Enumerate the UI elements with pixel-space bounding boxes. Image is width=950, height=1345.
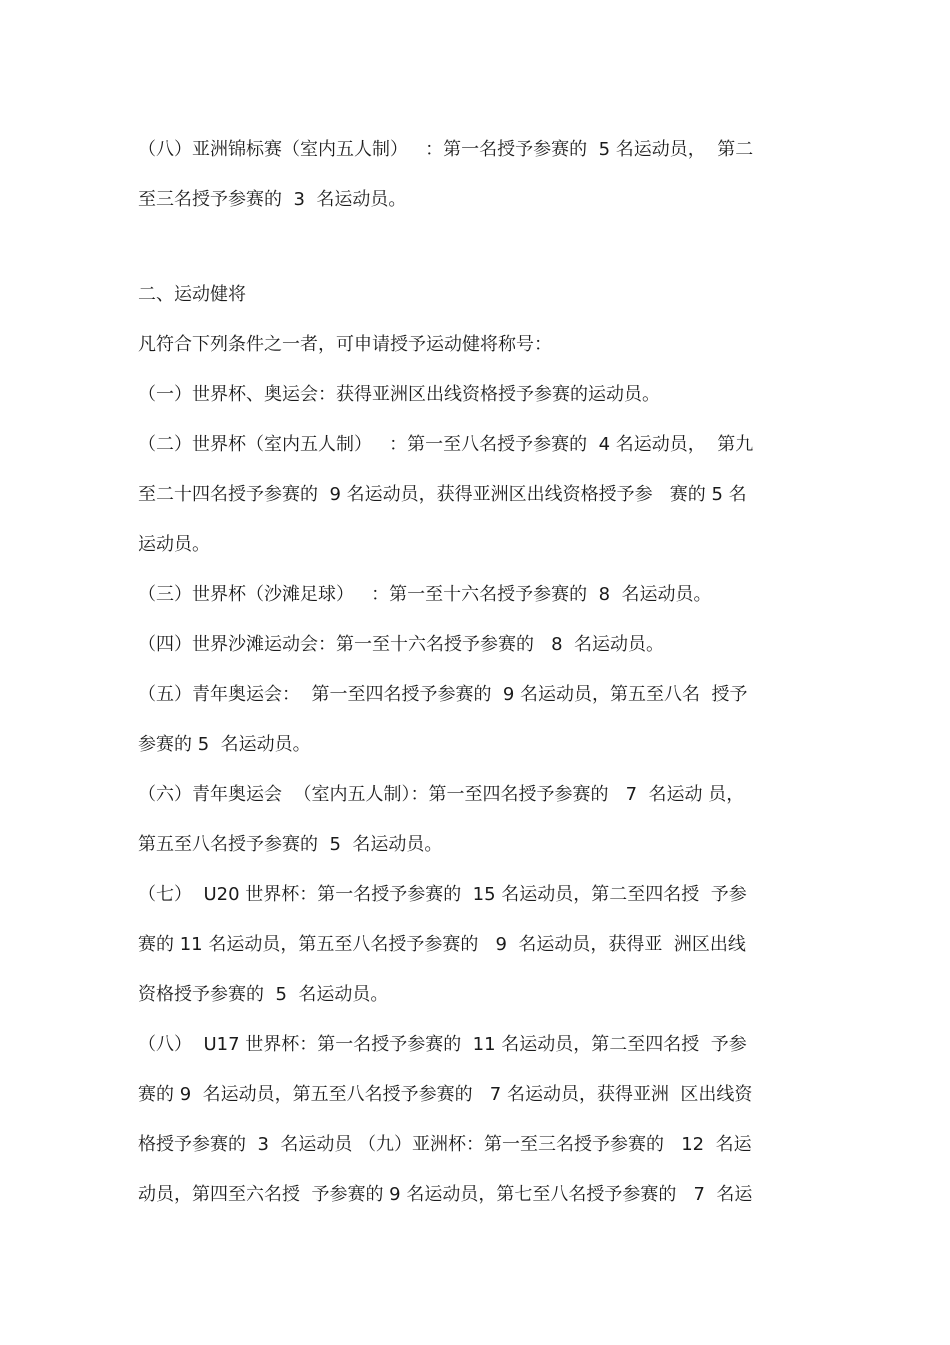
section-heading: 二、运动健将 bbox=[138, 284, 246, 305]
text-line: 第五至八名授予参赛的 5 名运动员。 bbox=[138, 834, 443, 855]
text-line: 参赛的 5 名运动员。 bbox=[138, 734, 311, 755]
text-line: （四）世界沙滩运动会：第一至十六名授予参赛的 8 名运动员。 bbox=[138, 634, 665, 655]
text-line: 动员，第四至六名授 予参赛的 9 名运动员，第七至八名授予参赛的 7 名运 bbox=[138, 1184, 753, 1205]
text-line: 至三名授予参赛的 3 名运动员。 bbox=[138, 189, 407, 210]
text-line: 资格授予参赛的 5 名运动员。 bbox=[138, 984, 389, 1005]
text-line: （五）青年奥运会： 第一至四名授予参赛的 9 名运动员，第五至八名 授予 bbox=[138, 684, 748, 705]
text-line: （八） U17 世界杯：第一名授予参赛的 11 名运动员，第二至四名授 予参 bbox=[138, 1034, 747, 1055]
text-line: 至二十四名授予参赛的 9 名运动员，获得亚洲区出线资格授予参 赛的 5 名 bbox=[138, 484, 747, 505]
text-line: 赛的 9 名运动员，第五至八名授予参赛的 7 名运动员，获得亚洲 区出线资 bbox=[138, 1084, 753, 1105]
text-line: 赛的 11 名运动员，第五至八名授予参赛的 9 名运动员，获得亚 洲区出线 bbox=[138, 934, 746, 955]
text-line: 凡符合下列条件之一者，可申请授予运动健将称号： bbox=[138, 334, 552, 355]
text-line: 格授予参赛的 3 名运动员 （九）亚洲杯：第一至三名授予参赛的 12 名运 bbox=[138, 1134, 752, 1155]
text-line: （一）世界杯、奥运会：获得亚洲区出线资格授予参赛的运动员。 bbox=[138, 384, 660, 405]
text-line: 运动员。 bbox=[138, 534, 210, 555]
text-line: （七） U20 世界杯：第一名授予参赛的 15 名运动员，第二至四名授 予参 bbox=[138, 884, 747, 905]
text-line: （三）世界杯（沙滩足球） ：第一至十六名授予参赛的 8 名运动员。 bbox=[138, 584, 712, 605]
text-line: （八）亚洲锦标赛（室内五人制） ：第一名授予参赛的 5 名运动员， 第二 bbox=[138, 139, 754, 160]
text-line: （六）青年奥运会 （室内五人制）：第一至四名授予参赛的 7 名运动 员， bbox=[138, 784, 745, 805]
text-line: （二）世界杯（室内五人制） ：第一至八名授予参赛的 4 名运动员， 第九 bbox=[138, 434, 754, 455]
